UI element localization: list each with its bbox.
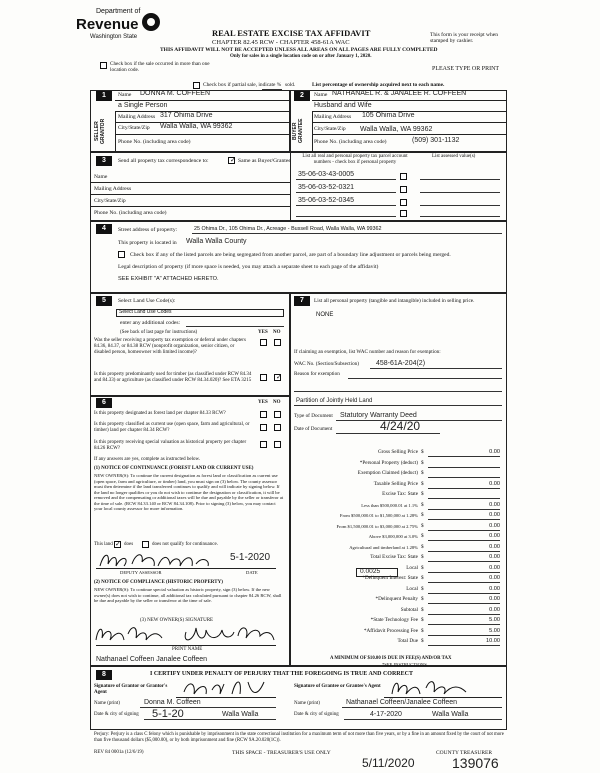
- seller-name[interactable]: DONNA M. COFFEEN: [140, 90, 211, 97]
- sec5-no: NO: [273, 330, 281, 335]
- buyer-phone[interactable]: (509) 301-1132: [412, 137, 460, 144]
- buyer-mailing[interactable]: 105 Ohima Drive: [362, 112, 415, 119]
- sec6-q2-no[interactable]: [274, 424, 281, 431]
- wac-label: WAC No. (Section/Subsection): [294, 361, 359, 367]
- grantor-name[interactable]: Donna M. Coffeen: [144, 699, 201, 706]
- tax-row-value[interactable]: 0.00: [428, 596, 500, 604]
- tax-row-label: *Delinquent Penalty: [375, 596, 418, 602]
- tax-row-label: From $500,000.01 to $1,500,000 at 1.28%: [339, 513, 418, 518]
- doc-type-label: Type of Document: [294, 413, 333, 419]
- segregated-label: Check box if any of the listed parcels are being segregated from another parcel, are part of a boundary line adjustment or parcels being merged.: [130, 252, 451, 258]
- grantor-city[interactable]: Walla Walla: [222, 711, 259, 718]
- land-use-select-text: Select Land Use Codes: [119, 309, 172, 315]
- sec6-q1: Is this property designated as forest land per chapter 84.33 RCW?: [94, 411, 226, 416]
- doc-date-value[interactable]: 4/24/20: [380, 419, 421, 433]
- section-6-number: 6: [96, 398, 112, 408]
- tax-row-value[interactable]: [428, 470, 500, 478]
- tax-row-label: Local: [406, 585, 418, 592]
- county-treasurer-label: COUNTY TREASURER: [436, 750, 493, 756]
- tax-row-value[interactable]: 0.00: [428, 449, 500, 457]
- seller-line2[interactable]: a Single Person: [118, 102, 168, 109]
- buyer-name-label: Name: [314, 92, 328, 98]
- correspondence-label: Send all property tax correspondence to:: [118, 158, 209, 164]
- rev-label: REV 84 0001a (12/6/19): [94, 750, 144, 755]
- tax-row-value[interactable]: 0.00: [428, 565, 500, 573]
- see-instructions-note: *SEE INSTRUCTIONS: [382, 662, 427, 667]
- tax-row-label: Total Excise Tax: State: [370, 554, 418, 560]
- tax-row-value[interactable]: 0.00: [428, 554, 500, 562]
- tax-row-label: Less than $500,000.01 at 1.1%: [361, 502, 418, 508]
- tax-row-dollar: $: [421, 449, 424, 455]
- sec5-q2-yes[interactable]: [260, 374, 267, 381]
- doc-type-value[interactable]: Statutory Warranty Deed: [340, 412, 417, 419]
- tax-row-label: *Affidavit Processing Fee: [363, 627, 418, 634]
- does-label: does: [124, 542, 134, 547]
- does-not-checkbox[interactable]: [142, 541, 149, 548]
- tax-row-label: Total Due: [397, 638, 418, 644]
- does-checkbox[interactable]: [114, 541, 121, 548]
- dept-line1: Department of: [96, 8, 141, 15]
- assessed-3[interactable]: [420, 197, 500, 206]
- tax-row-value[interactable]: [428, 491, 500, 499]
- assessor-date: 5-1-2020: [230, 552, 271, 563]
- notice2-title: (2) NOTICE OF COMPLIANCE (HISTORIC PROPERTY): [94, 580, 223, 585]
- tax-row-dollar: $: [421, 470, 424, 476]
- sec3-name-label: Name: [94, 174, 108, 180]
- notice1-title: (1) NOTICE OF CONTINUANCE (FOREST LAND OR CURRENT USE): [94, 466, 254, 471]
- section-2-number: 2: [294, 91, 310, 101]
- tax-row-label: Excise Tax: State: [382, 491, 418, 497]
- parcel-1[interactable]: 35-06-03-43-0005: [298, 171, 355, 178]
- sec6-q1-yes[interactable]: [260, 411, 267, 418]
- section-8-number: 8: [96, 670, 112, 680]
- tax-row-value[interactable]: 0.00: [428, 523, 500, 531]
- tax-row-dollar: $: [421, 533, 424, 539]
- parcel-2[interactable]: 35-06-03-52-0321: [298, 184, 355, 191]
- print-name-label: PRINT NAME: [172, 647, 203, 652]
- partial-sale-label: Check box if partial sale, indicate %: [203, 82, 282, 88]
- sec3-phone-label: Phone No. (including area code): [94, 210, 167, 216]
- sec3-mailing-label: Mailing Address: [94, 186, 132, 192]
- parcel-3-checkbox[interactable]: [400, 199, 407, 206]
- sec6-no: NO: [273, 400, 281, 405]
- form-notice: THIS AFFIDAVIT WILL NOT BE ACCEPTED UNLESS ALL AREAS ON ALL PAGES ARE FULLY COMPLETED: [160, 47, 438, 53]
- grantor-sig-label: Signature of Grantor or Grantor's Agent: [94, 684, 168, 695]
- parcel-3[interactable]: 35-06-03-52-0345: [298, 197, 355, 204]
- tax-row-label: Gross Selling Price: [377, 449, 418, 455]
- tax-row-value[interactable]: 0.00: [428, 586, 500, 594]
- sec5-q2-no[interactable]: [274, 374, 281, 381]
- additional-codes-label: enter any additional codes:: [120, 320, 181, 326]
- seller-mailing-label: Mailing Address: [118, 114, 156, 120]
- same-as-buyer-label: Same as Buyer/Grantee: [238, 158, 291, 164]
- parcels-header: List all real and personal property tax parcel account numbers - check box if personal property: [302, 154, 408, 165]
- sec5-q1-yes[interactable]: [260, 339, 267, 346]
- tax-row-dollar: $: [421, 606, 424, 613]
- section-1-number: 1: [96, 91, 112, 101]
- perjury-body: Perjury: Perjury is a class C felony which is punishable by imprisonment in the state correctional institution for a maximum term of not more than five years, or by a fine in an amount fixed by the court of not more than five thousand dollars ($5,000.00), or by both imprisonment and fine (RCW 9A.20.020(1C)).: [94, 732, 504, 743]
- personal-property-value[interactable]: NONE: [316, 312, 334, 318]
- form-chapter: CHAPTER 82.45 RCW - CHAPTER 458-61A WAC: [212, 39, 350, 46]
- reason-label: Reason for exemption: [294, 371, 340, 377]
- assessed-2[interactable]: [420, 184, 500, 193]
- reason-value[interactable]: Partition of Jointly Held Land: [296, 398, 373, 404]
- buyer-line2[interactable]: Husband and Wife: [314, 102, 372, 109]
- tax-row-label: Above $3,000,000 at 3.0%: [368, 534, 418, 539]
- tax-row-value[interactable]: 0.00: [428, 481, 500, 489]
- tax-row-label: Exemption Claimed (deduct): [357, 470, 418, 476]
- tax-row-dollar: $: [421, 512, 424, 518]
- certify-text: I CERTIFY UNDER PENALTY OF PERJURY THAT THE FOREGOING IS TRUE AND CORRECT: [150, 671, 413, 677]
- minimum-note: A MINIMUM OF $10.00 IS DUE IN FEE(S) AND/OR TAX: [330, 656, 452, 661]
- doc-date-label: Date of Document: [294, 426, 333, 432]
- tax-row-dollar: $: [421, 543, 424, 550]
- grantee-sig-label: Signature of Grantee or Grantee's Agent: [294, 684, 381, 689]
- tax-row-dollar: $: [421, 585, 424, 592]
- sec3-city-label: City/State/Zip: [94, 198, 126, 204]
- tax-row-dollar: $: [421, 627, 424, 634]
- sec6-q3-yes[interactable]: [260, 441, 267, 448]
- land-use-select[interactable]: [116, 309, 284, 317]
- tax-row-dollar: $: [421, 480, 424, 487]
- form-notice2: Only for sales in a single location code on or after January 1, 2020.: [230, 54, 372, 59]
- tax-row-dollar: $: [421, 564, 424, 571]
- tax-row-dollar: $: [421, 459, 424, 466]
- same-as-buyer-checkbox[interactable]: [228, 157, 235, 164]
- seller-city-label: City/State/Zip: [118, 125, 150, 131]
- new-owner-sig-label: (3) NEW OWNER(S) SIGNATURE: [140, 618, 214, 623]
- segregated-checkbox[interactable]: [118, 251, 125, 258]
- tax-row-label: Taxable Selling Price: [373, 480, 418, 487]
- tax-row-dollar: $: [421, 638, 424, 644]
- street-label: Street address of property:: [118, 227, 178, 233]
- assessed-4[interactable]: [420, 208, 500, 217]
- legal-desc-label: Legal description of property (if more space is needed, you may attach a separate sheet to each page of the affidavit): [118, 264, 379, 270]
- tax-row-value[interactable]: 5.00: [428, 617, 500, 625]
- parcel-4[interactable]: [296, 208, 396, 217]
- receipt-note: This form is your receipt when stamped by cashier.: [430, 32, 498, 45]
- wac-value[interactable]: 458-61A-204(2): [376, 360, 426, 367]
- sec5-q1: Was the seller receiving a property tax exemption or deferral under chapters 84.36, 84.37, or 84.38 RCW (nonprofit organization, senior citizen, or disabled person, homeowner with limited income)?: [94, 338, 246, 355]
- section-5-number: 5: [96, 296, 112, 306]
- tax-row-value[interactable]: 0.00: [428, 607, 500, 615]
- grantor-name-label: Name (print): [94, 701, 120, 706]
- grantor-date[interactable]: 5-1-20: [152, 708, 184, 720]
- tax-row-label: *Delinquent Interest: State: [362, 575, 418, 581]
- land-use-label: Select Land Use Code(s):: [118, 298, 176, 304]
- check-mark-icon: ✓: [115, 540, 121, 548]
- assessed-1[interactable]: [420, 171, 500, 180]
- tax-row-value[interactable]: 10.00: [428, 638, 500, 646]
- seller-city[interactable]: Walla Walla, WA 99362: [160, 123, 233, 130]
- new-owner-signature-1: [92, 622, 172, 646]
- tax-row-value[interactable]: 0.00: [428, 575, 500, 583]
- dept-line2: Revenue: [76, 16, 139, 33]
- stamp-number: 139076: [452, 755, 499, 771]
- assessed-header: List assessed value(s): [432, 154, 476, 159]
- logo-mark-icon: [142, 13, 160, 31]
- sec6-q3: Is this property receiving special valuation as historical property per chapter 84.26 RCW?: [94, 440, 247, 451]
- this-land-label: This land: [94, 542, 113, 547]
- multi-location-label: Check box if the sale occurred in more than one location code.: [110, 61, 210, 73]
- buyer-name[interactable]: NATHANAEL R. & JANALEE R. COFFEEN: [332, 90, 467, 97]
- exemption-label: If claiming an exemption, list WAC number and reason for exemption:: [294, 349, 441, 355]
- tax-row-value[interactable]: 0.00: [428, 533, 500, 541]
- sec5-q1-no[interactable]: [274, 339, 281, 346]
- sec6-q1-no[interactable]: [274, 411, 281, 418]
- seller-mailing[interactable]: 317 Ohima Drive: [160, 112, 213, 119]
- notice2-body: NEW OWNER(S): To continue special valuation as historic property, sign (3) below. If the new owner(s) does not wish to continue, all additional tax calculated pursuant to chapter 84.26 RCW, shall be due and payable by the seller or transferor at the time of sale.: [94, 587, 282, 603]
- grantee-city[interactable]: Walla Walla: [432, 711, 469, 718]
- section-7-number: 7: [294, 296, 310, 306]
- tax-row-label: *Personal Property (deduct): [359, 459, 418, 466]
- tax-row-dollar: $: [421, 522, 424, 529]
- tax-row-value[interactable]: [428, 460, 500, 468]
- seller-side-label: SELLER GRANTOR: [94, 118, 106, 144]
- grantee-name-label: Name (print): [294, 701, 320, 706]
- sec5-q2: Is this property predominantly used for timber (as classified under RCW 84.34 and 84.33) or agriculture (as classified under RCW 84.34.020)? See ETA 3215: [94, 372, 252, 383]
- tax-row-value[interactable]: 5.00: [428, 628, 500, 636]
- deputy-label: DEPUTY ASSESSOR: [120, 570, 162, 575]
- grantee-date-label: Date & city of signing: [294, 712, 339, 717]
- tax-row-value[interactable]: 0.00: [428, 544, 500, 552]
- sec6-yes: YES: [258, 400, 268, 405]
- tax-row-dollar: $: [421, 554, 424, 560]
- additional-codes-field[interactable]: [186, 319, 284, 327]
- tax-row-label: Subtotal: [400, 606, 418, 613]
- section-3-number: 3: [96, 156, 112, 166]
- partial-sale-field[interactable]: [262, 82, 282, 90]
- tax-row-dollar: $: [421, 575, 424, 581]
- new-owner-signature-2: [180, 620, 280, 646]
- date-label: DATE: [246, 570, 258, 575]
- sec5-yes: YES: [258, 330, 268, 335]
- perjury-text: [94, 732, 506, 743]
- notice1-body: NEW OWNER(S): To continue the current designation as forest land or classification as current use (open space, farm and agriculture, or timber) land, you must sign on (3) below. The county assessor must then determine if the land transferred continues to qualify and will indicate by signing below. If the land no longer qualifies or you do not wish to continue the designation or classification, it will be removed and the compensating or additional taxes will be due and payable by the seller or transferor at the time of sale. (RCW 84.33.140 or RCW 84.34.108). Prior to signing (3) below, you may contact your local county assessor for more information.: [94, 473, 284, 511]
- personal-property-label: List all personal property (tangible and intangible) included in selling price.: [314, 298, 475, 304]
- stamp-date: 5/11/2020: [362, 756, 415, 770]
- tax-row-dollar: $: [421, 617, 424, 623]
- see-back-note: (See back of last page for instructions): [120, 330, 198, 335]
- parcel-1-checkbox[interactable]: [400, 173, 407, 180]
- section-4-number: 4: [96, 224, 112, 234]
- does-not-label: does not qualify for continuance.: [152, 542, 218, 547]
- form-title: REAL ESTATE EXCISE TAX AFFIDAVIT: [212, 28, 371, 38]
- tax-row-label: Local: [406, 564, 418, 571]
- sold-label: sold.: [285, 82, 296, 88]
- buyer-city-label: City/State/Zip: [314, 126, 346, 132]
- tax-row-dollar: $: [421, 491, 424, 497]
- check-mark-icon: ✓: [230, 156, 236, 164]
- buyer-city[interactable]: Walla Walla, WA 99362: [360, 126, 433, 133]
- buyer-side-label: BUYER GRANTEE: [292, 118, 304, 144]
- tax-row-value[interactable]: 0.00: [428, 502, 500, 510]
- county-value[interactable]: Walla Walla County: [186, 238, 247, 245]
- grantee-name[interactable]: Nathanael Coffeen/Janalee Coffeen: [346, 699, 458, 706]
- located-in-label: This property is located in: [118, 240, 177, 246]
- check-mark-icon: ✓: [276, 373, 282, 381]
- tax-row-dollar: $: [421, 596, 424, 602]
- parcel-2-checkbox[interactable]: [400, 186, 407, 193]
- buyer-phone-label: Phone No. (including area code): [314, 139, 387, 145]
- partial-sale-checkbox[interactable]: [193, 82, 200, 89]
- buyer-mailing-label: Mailing Address: [314, 114, 352, 120]
- tax-row-label: Agricultural and timberland at 1.28%: [349, 544, 418, 550]
- local-rate-value[interactable]: 0.0025: [360, 568, 381, 575]
- dept-line3: Washington State: [90, 34, 138, 40]
- seller-phone-label: Phone No. (including area code): [118, 139, 191, 145]
- printed-owner-names: Nathanael Coffeen Janalee Coffeen: [96, 656, 208, 663]
- street-value[interactable]: 25 Ohima Dr., 105 Ohima Dr., Acreage - Bussell Road, Walla Walla, WA 99362: [194, 226, 382, 232]
- sec6-q2: Is this property classified as current use (open space, farm and agricultural, or timber) land per chapter 84.34 RCW?: [94, 422, 250, 433]
- ownership-note: List percentage of ownership acquired next to each name.: [312, 82, 445, 88]
- dept-logo: [38, 8, 163, 52]
- sec6-q2-yes[interactable]: [260, 424, 267, 431]
- tax-row-label: From $1,500,000.01 to $3,000,000 at 2.75%: [336, 523, 418, 529]
- tax-row-value[interactable]: 0.00: [428, 512, 500, 520]
- print-note: PLEASE TYPE OR PRINT: [432, 66, 500, 72]
- tax-row-label: *State Technology Fee: [370, 617, 418, 623]
- grantee-date[interactable]: 4-17-2020: [370, 711, 402, 718]
- sec6-instructions: If any answers are yes, complete as instructed below.: [94, 457, 201, 462]
- multi-location-checkbox[interactable]: [100, 62, 107, 69]
- parcel-4-checkbox[interactable]: [400, 210, 407, 217]
- treasurer-only-label: THIS SPACE - TREASURER'S USE ONLY: [232, 750, 331, 756]
- seller-name-label: Name: [118, 92, 132, 98]
- sec6-q3-no[interactable]: [274, 441, 281, 448]
- grantor-date-label: Date & city of signing: [94, 712, 139, 717]
- see-exhibit[interactable]: SEE EXHIBIT "A" ATTACHED HERETO.: [118, 276, 219, 282]
- tax-row-dollar: $: [421, 501, 424, 508]
